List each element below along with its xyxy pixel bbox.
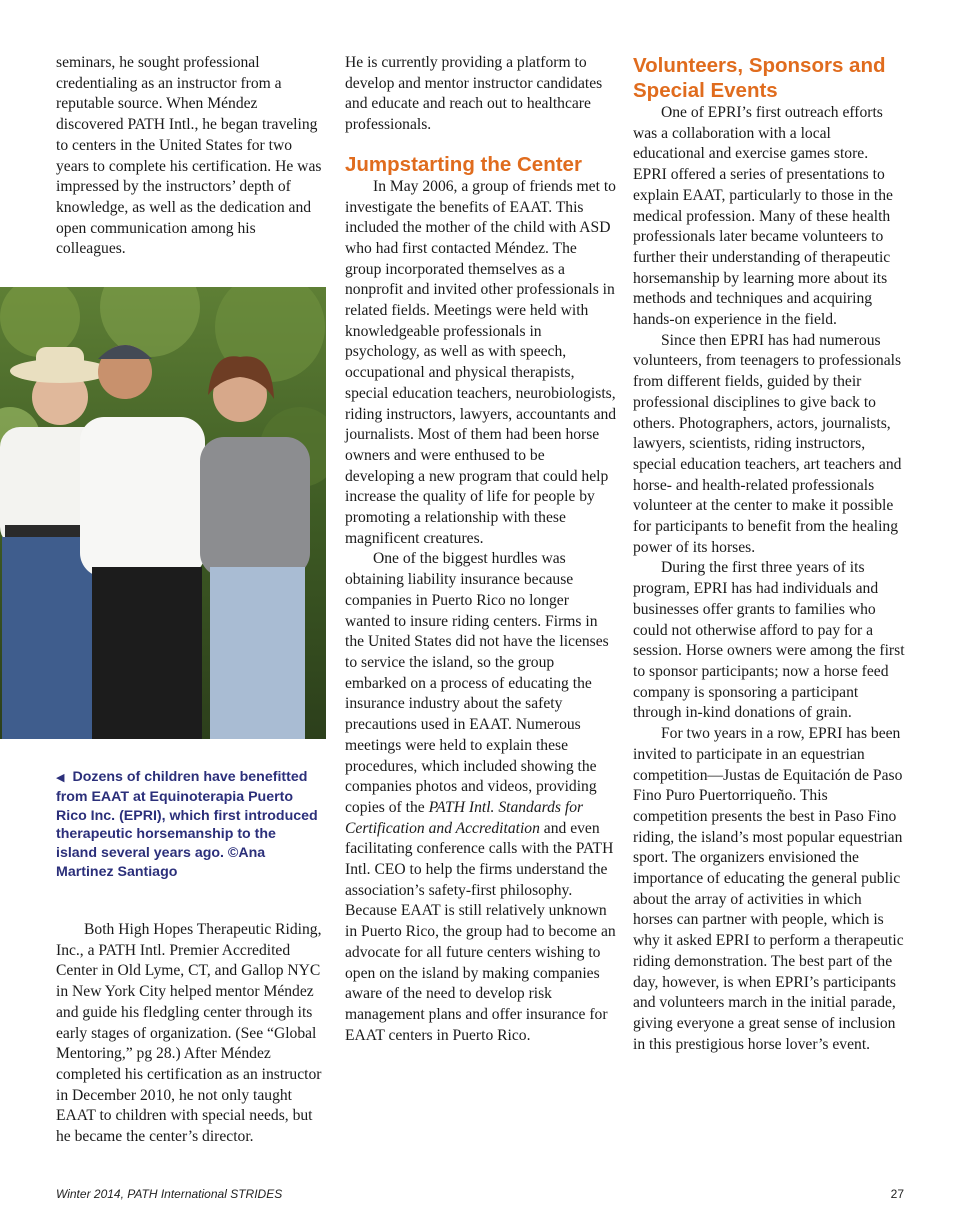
col3-paragraph-2: Since then EPRI has had numerous volunteers, from teenagers to professionals from different fields, guided by their professional disciplines to give back to others. Photographers, actors, journalists, lawyers, scientists, riding instructors, special education teachers, art teachers and horse- and health-related professionals volunteer at the center to make it possible for participants to benefit from the healing power of its horses.: [633, 331, 902, 556]
col1-paragraph-2: Both High Hopes Therapeutic Riding, Inc., a PATH Intl. Premier Accredited Center in Old Lyme, CT, and Gallop NYC in New York City helped mentor Méndez and guide his fledgling center through its early stages of organization. (See “Global Mentoring,” pg 28.) After Méndez completed his certification as an instructor in December 2010, he not only taught EAAT to children with special needs, but he became the center’s director.: [56, 921, 322, 1146]
col3-paragraph-1: One of EPRI’s first outreach efforts was a collaboration with a local educational and exercise games store. EPRI offered a series of presentations to explain EAAT, particularly to those in the medical profession. Many of these health professionals later became volunteers to further their understanding of therapeutic horsemanship by learning more about its methods and techniques and acquiring hands-on experience in the field.: [633, 104, 893, 329]
col2-paragraph-2: In May 2006, a group of friends met to investigate the benefits of EAAT. This included the mother of the child with ASD who had first contacted Méndez. The group incorporated themselves as a nonprofit and invited other professionals in related fields. Meetings were held with knowledgeable professionals in psychology, as well as with speech, occupational and physical therapists, special education teachers, neurobiologists, riding instructors, lawyers, accountants and journalists. Most of them had been horse owners and were enthused to be developing a new program that could help increase the quality of life for people by promoting a relationship with these magnificent creatures.: [345, 177, 617, 547]
photo-caption: [56, 768, 318, 882]
column-1-top: [56, 53, 326, 260]
footer-publication: Winter 2014, PATH International STRIDES: [56, 1187, 283, 1201]
column-3: [633, 53, 905, 1055]
column-2: [345, 53, 617, 1046]
section-heading-volunteers: Volunteers, Sponsors and Special Events: [633, 54, 886, 102]
standards-title-italic: PATH Intl. Standards for Certification and Accreditation: [345, 798, 584, 837]
col3-paragraph-4: For two years in a row, EPRI has been invited to participate in an equestrian competition—Justas de Equitación de Paso Fino Puro Puertorriqueño. This competition presents the best in Paso Fino riding, the island’s most popular equestrian sport. The organizers envisioned the importance of educating the general public about the array of activities in which horses can partner with people, which is why it asked EPRI to perform a therapeutic riding demonstration. The best part of the day, however, is when EPRI’s participants and volunteers march in the initial parade, giving everyone a great sense of inclusion in this prestigious horse lover’s event.: [633, 725, 904, 1053]
col2-p3-text-a: One of the biggest hurdles was obtaining liability insurance because companies in Puerto Rico no longer wanted to insure riding centers. Firms in the United States did not have the licenses to service the island, so the group embarked on a process of educating the insurance industry about the safety precautions used in EAAT. Numerous meetings were held to explain these procedures, which included showing the companies photos and videos, providing copies of the: [345, 550, 609, 816]
column-1-bottom: [56, 920, 328, 1148]
section-heading-jumpstarting: Jumpstarting the Center: [345, 152, 582, 176]
page-number: 27: [890, 1187, 904, 1201]
col2-paragraph-3: [345, 549, 617, 1046]
col1-paragraph-1: seminars, he sought professional credentialing as an instructor from a reputable source. When Méndez discovered PATH Intl., he began traveling to centers in the United States for two years to complete his certification. He was impressed by the instructors’ depth of knowledge, as well as the dedication and open communication among his colleagues.: [56, 54, 322, 258]
caret-left-icon: ◀: [56, 772, 65, 784]
photo-three-people: [0, 287, 326, 739]
col2-p3-text-b: and even facilitating conference calls with the PATH Intl. CEO to help the firms understand the association’s safety-first philosophy. Because EAAT is still relatively unknown in Puerto Rico, the group had to become an advocate for all future centers wishing to open on the island by making companies aware of the need to develop risk management plans and offer insurance for EAAT centers in Puerto Rico.: [345, 819, 616, 1044]
caption-text: Dozens of children have benefitted from EAAT at Equinoterapia Puerto Rico Inc. (EPRI), which first introduced therapeutic horsemanship to the island several years ago. ©Ana Martinez Santiago: [56, 769, 318, 880]
col3-paragraph-3: During the first three years of its program, EPRI has had individuals and businesses offer grants to families who could not otherwise afford to pay for a session. Horse owners were among the first to sponsor participants; now a horse feed company is sponsoring a participant through in-kind donations of grain.: [633, 559, 905, 722]
col2-paragraph-1: He is currently providing a platform to develop and mentor instructor candidates and educate and reach out to healthcare professionals.: [345, 54, 603, 134]
